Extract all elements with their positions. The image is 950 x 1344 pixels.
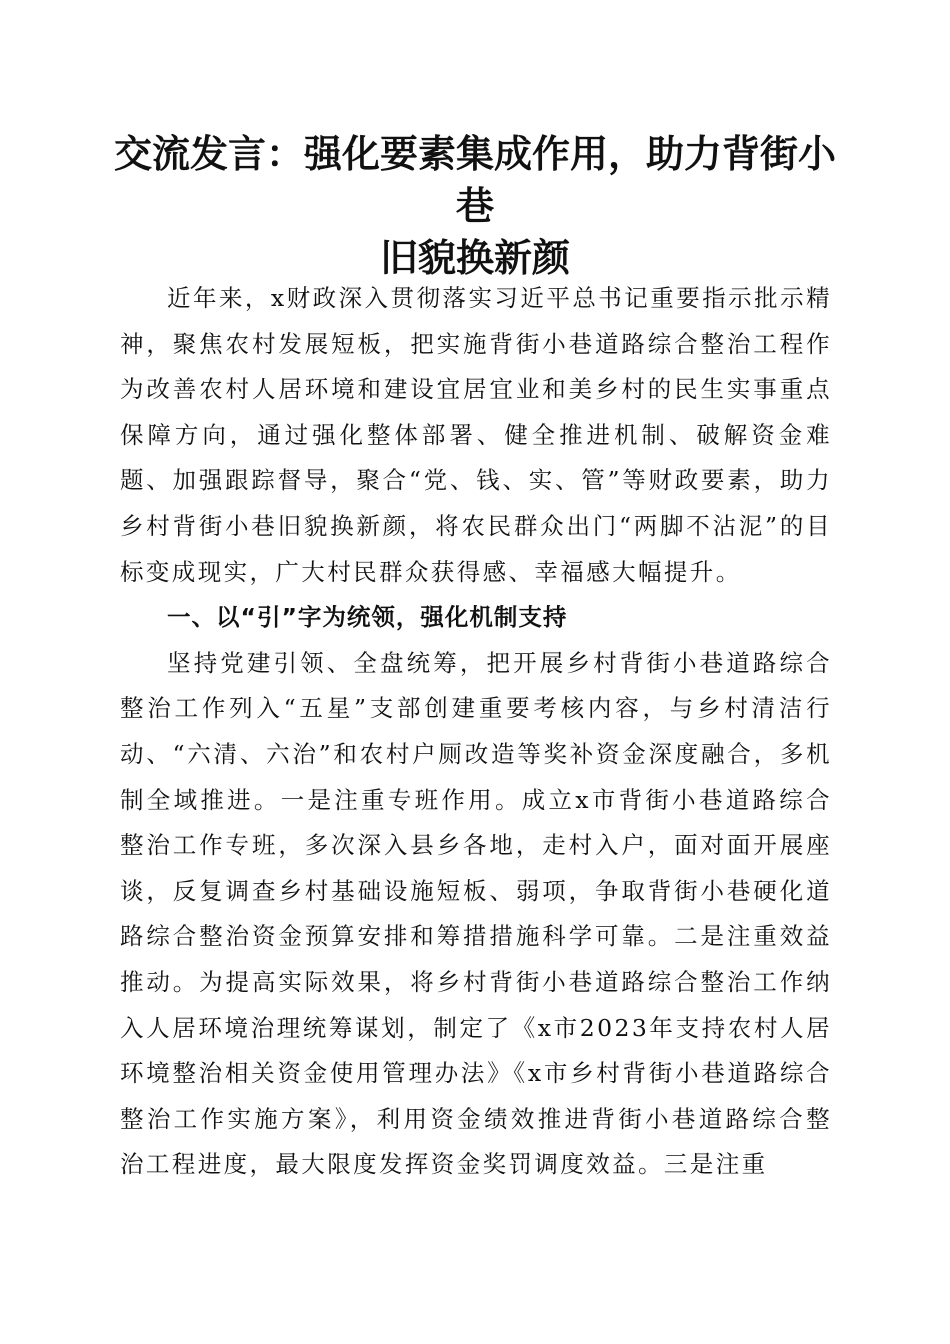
document-title <box>110 128 840 284</box>
document-body <box>120 276 832 1188</box>
intro-paragraph: 近年来，x财政深入贯彻落实习近平总书记重要指示批示精神，聚焦农村发展短板，把实施背街小巷道路综合整治工程作为改善农村人居环境和建设宜居宜业和美乡村的民生实事重点保障方向，通过强化整体部署、健全推进机制、破解资金难题、加强跟踪督导，聚合“党、钱、实、管”等财政要素，助力乡村背街小巷旧貌换新颜，将农民群众出门“两脚不沾泥”的目标变成现实，广大村民群众获得感、幸福感大幅提升。 <box>120 284 832 586</box>
title-line-2: 旧貌换新颜 <box>379 235 570 280</box>
title-line-1: 交流发言：强化要素集成作用，助力背街小巷 <box>113 131 836 228</box>
section-1-paragraph: 坚持党建引领、全盘统筹，把开展乡村背街小巷道路综合整治工作列入“五星”支部创建重要考核内容，与乡村清洁行动、“六清、六治”和农村户厕改造等奖补资金深度融合，多机制全域推进。一是注重专班作用。成立x市背街小巷道路综合整治工作专班，多次深入县乡各地，走村入户，面对面开展座谈，反复调查乡村基础设施短板、弱项，争取背街小巷硬化道路综合整治资金预算安排和筹措措施科学可靠。二是注重效益推动。为提高实际效果，将乡村背街小巷道路综合整治工作纳入人居环境治理统筹谋划，制定了《x市2023年支持农村人居环境整治相关资金使用管理办法》《x市乡村背街小巷道路综合整治工作实施方案》，利用资金绩效推进背街小巷道路综合整治工程进度，最大限度发挥资金奖罚调度效益。三是注重 <box>120 648 832 1179</box>
section-1-heading: 一、以“引”字为统领，强化机制支持 <box>167 603 568 632</box>
